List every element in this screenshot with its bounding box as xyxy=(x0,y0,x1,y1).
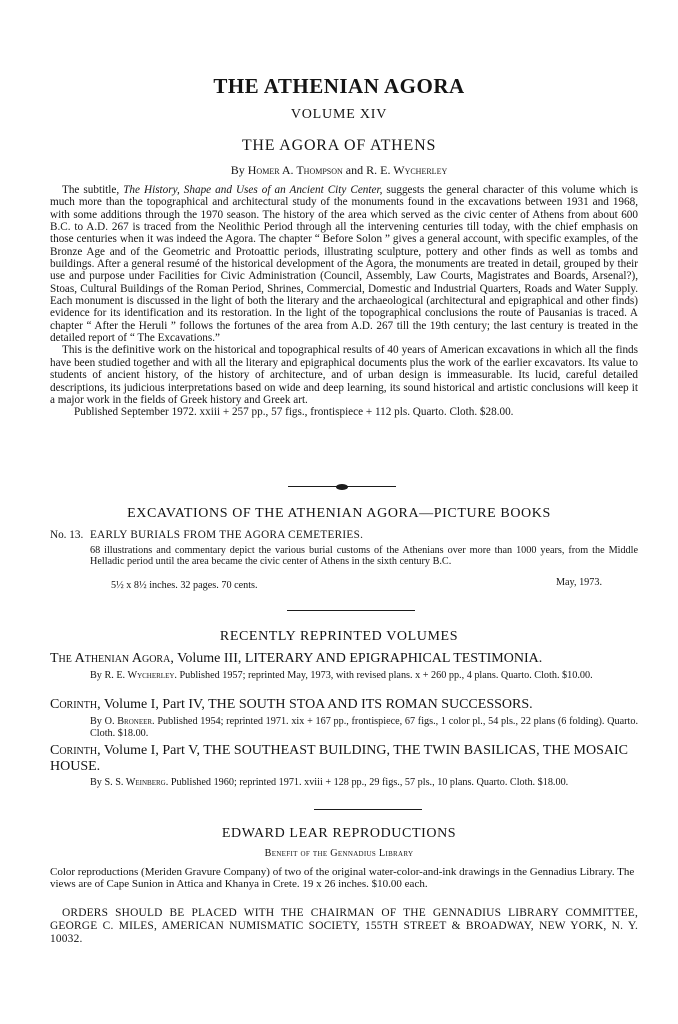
picture-books-heading: EXCAVATIONS OF THE ATHENIAN AGORA—PICTURE BOOKS xyxy=(127,506,551,521)
publication-info: Published September 1972. xxiii + 257 pp., 57 figs., frontispiece + 112 pls. Quarto. Cloth. $28.00. xyxy=(74,406,514,419)
page-title: THE ATHENIAN AGORA xyxy=(213,74,465,98)
reprint-entry-1 xyxy=(50,651,638,667)
ordering-instructions xyxy=(50,907,638,947)
picture-book-number: No. 13. xyxy=(50,529,84,541)
description-text: suggests the general character of this volume which is much more than the topographical and architectural study of the monuments found in the excavations between 1931 and 1968, with some additions through the 1970 season. The history of the area which served as the civic center of Athens from about 600 B.C. to A.D. 267 is traced from the Neolithic Period through all the intervening centuries till today, with the chief emphasis on those centuries when it was indeed the Agora. The chapter “ Before Solon ” gives a general account, with specific examples, of the Bronze Age and of the Geometric and Protoattic periods, illustrating sculpture, pottery and other finds as well as tombs and buildings. After a general resumé of the historical development of the Agora, the monuments are treated in detail, grouped by their use and purpose under Facilities for Civic Administration (Council, Assembly, Law Courts, Magistrates and Boards, Arsenal?), Stoas, Cultural Buildings of the Roman Period, Shrines, Commercial, Domestic and Industrial Quarters, Roads and Water Supply. Each monument is discussed in the light of both the literary and the archaeological (architectural and epigraphical and other finds) evidence for its identification and its restoration. In the light of the topographical conclusions the route of Pausanias is traced. A chapter “ After the Heruli ” follows the fortunes of the area from A.D. 267 till the 19th century; the last century is treated in the detailed report of “ The Excavations.” xyxy=(50,184,638,345)
volume-label: VOLUME XIV xyxy=(290,107,388,122)
picture-book-date: May, 1973. xyxy=(555,577,602,588)
section-rule xyxy=(287,610,415,611)
reprint-details-1 xyxy=(90,670,638,682)
reprint-info: Published 1954; reprinted 1971. xix + 167 pp., frontispiece, 67 figs., 1 color pl., 54 pls., 22 plans (6 folding). Quarto. Cloth. $18.00. xyxy=(90,716,639,739)
volume-description xyxy=(50,184,638,419)
reprint-details-3 xyxy=(90,777,638,789)
orders-text: ORDERS SHOULD BE PLACED WITH THE CHAIRMAN OF THE GENNADIUS LIBRARY COMMITTEE, GEORGE C. MILES, AMERICAN NUMISMATIC SOCIETY, 155TH STREET & BROADWAY, NEW YORK, N. Y. 10032. xyxy=(50,907,638,946)
description-subtitle: The History, Shape and Uses of an Ancient City Center, xyxy=(123,184,383,196)
description-paragraph-1 xyxy=(50,184,638,344)
description-paragraph-2: This is the definitive work on the historical and topographical results of 40 years of American excavations in which all the finds have been studied together and with all the literary and epigraphical documents plus the work of the earlier excavators. Its value to students of ancient history, of the history of architecture, and of urban design is immeasurable. Its lucid, careful detailed descriptions, its judicious interpretations based on wide and deep learning, its sound historical and artistic conclusions will keep it a major work in the fields of Greek history and Greek art. xyxy=(50,344,638,406)
reprint-author: R. E. Wycherley. xyxy=(104,670,177,681)
reprint-by: By xyxy=(90,716,102,727)
ornament-divider xyxy=(288,485,396,489)
reprint-by: By xyxy=(90,670,102,681)
author-thompson: Homer A. Thompson xyxy=(247,163,343,177)
reprint-entry-3 xyxy=(50,743,638,775)
reprint-info: Published 1960; reprinted 1971. xviii + 128 pp., 29 figs., 57 pls., 10 plans. Quarto. Cloth. $18.00. xyxy=(170,777,569,788)
lear-description: Color reproductions (Meriden Gravure Company) of two of the original water-color-and-ink drawings in the Gennadius Library. The views are of Cape Sunion in Attica and Khanya in Crete. 19 x 26 inches. $10.00 each. xyxy=(50,866,635,891)
byline-and: and xyxy=(345,163,364,177)
reprint-series: The Athenian Agora, xyxy=(50,651,174,666)
reprint-title: Volume I, Part V, THE SOUTHEAST BUILDING, THE TWIN BASILICAS, THE MOSAIC HOUSE. xyxy=(50,743,628,774)
reprint-entry-2 xyxy=(50,697,638,713)
reprinted-heading: RECENTLY REPRINTED VOLUMES xyxy=(219,629,459,644)
section-rule xyxy=(314,809,422,810)
picture-book-description: 68 illustrations and commentary depict the various burial customs of the Athenians over more than 1000 years, from the Middle Helladic period until the area became the civic center of Athens in the sixth century B.C. xyxy=(90,545,638,568)
author-wycherley: R. E. Wycherley xyxy=(366,163,448,177)
byline xyxy=(0,163,678,178)
reprint-author: S. S. Weinberg. xyxy=(104,777,169,788)
reprint-details-2 xyxy=(90,716,638,739)
lear-subheading: Benefit of the Gennadius Library xyxy=(264,848,414,859)
reprint-author: O. Broneer. xyxy=(104,716,155,727)
picture-book-title: EARLY BURIALS FROM THE AGORA CEMETERIES. xyxy=(90,529,364,541)
reprint-series: Corinth, xyxy=(50,697,101,712)
reprint-title: Volume III, LITERARY AND EPIGRAPHICAL TESTIMONIA. xyxy=(177,651,543,666)
reprint-info: Published 1957; reprinted May, 1973, with revised plans. x + 260 pp., 4 plans. Quarto. Cloth. $10.00. xyxy=(179,670,593,681)
volume-subtitle: THE AGORA OF ATHENS xyxy=(241,137,437,154)
reprint-by: By xyxy=(90,777,102,788)
description-intro: The subtitle, xyxy=(62,184,120,196)
byline-prefix: By xyxy=(230,163,245,177)
reprint-series: Corinth, xyxy=(50,743,101,758)
reprint-title: Volume I, Part IV, THE SOUTH STOA AND ITS ROMAN SUCCESSORS. xyxy=(103,697,533,712)
lear-heading: EDWARD LEAR REPRODUCTIONS xyxy=(221,826,457,841)
picture-book-meta: 5½ x 8½ inches. 32 pages. 70 cents. xyxy=(111,580,258,591)
